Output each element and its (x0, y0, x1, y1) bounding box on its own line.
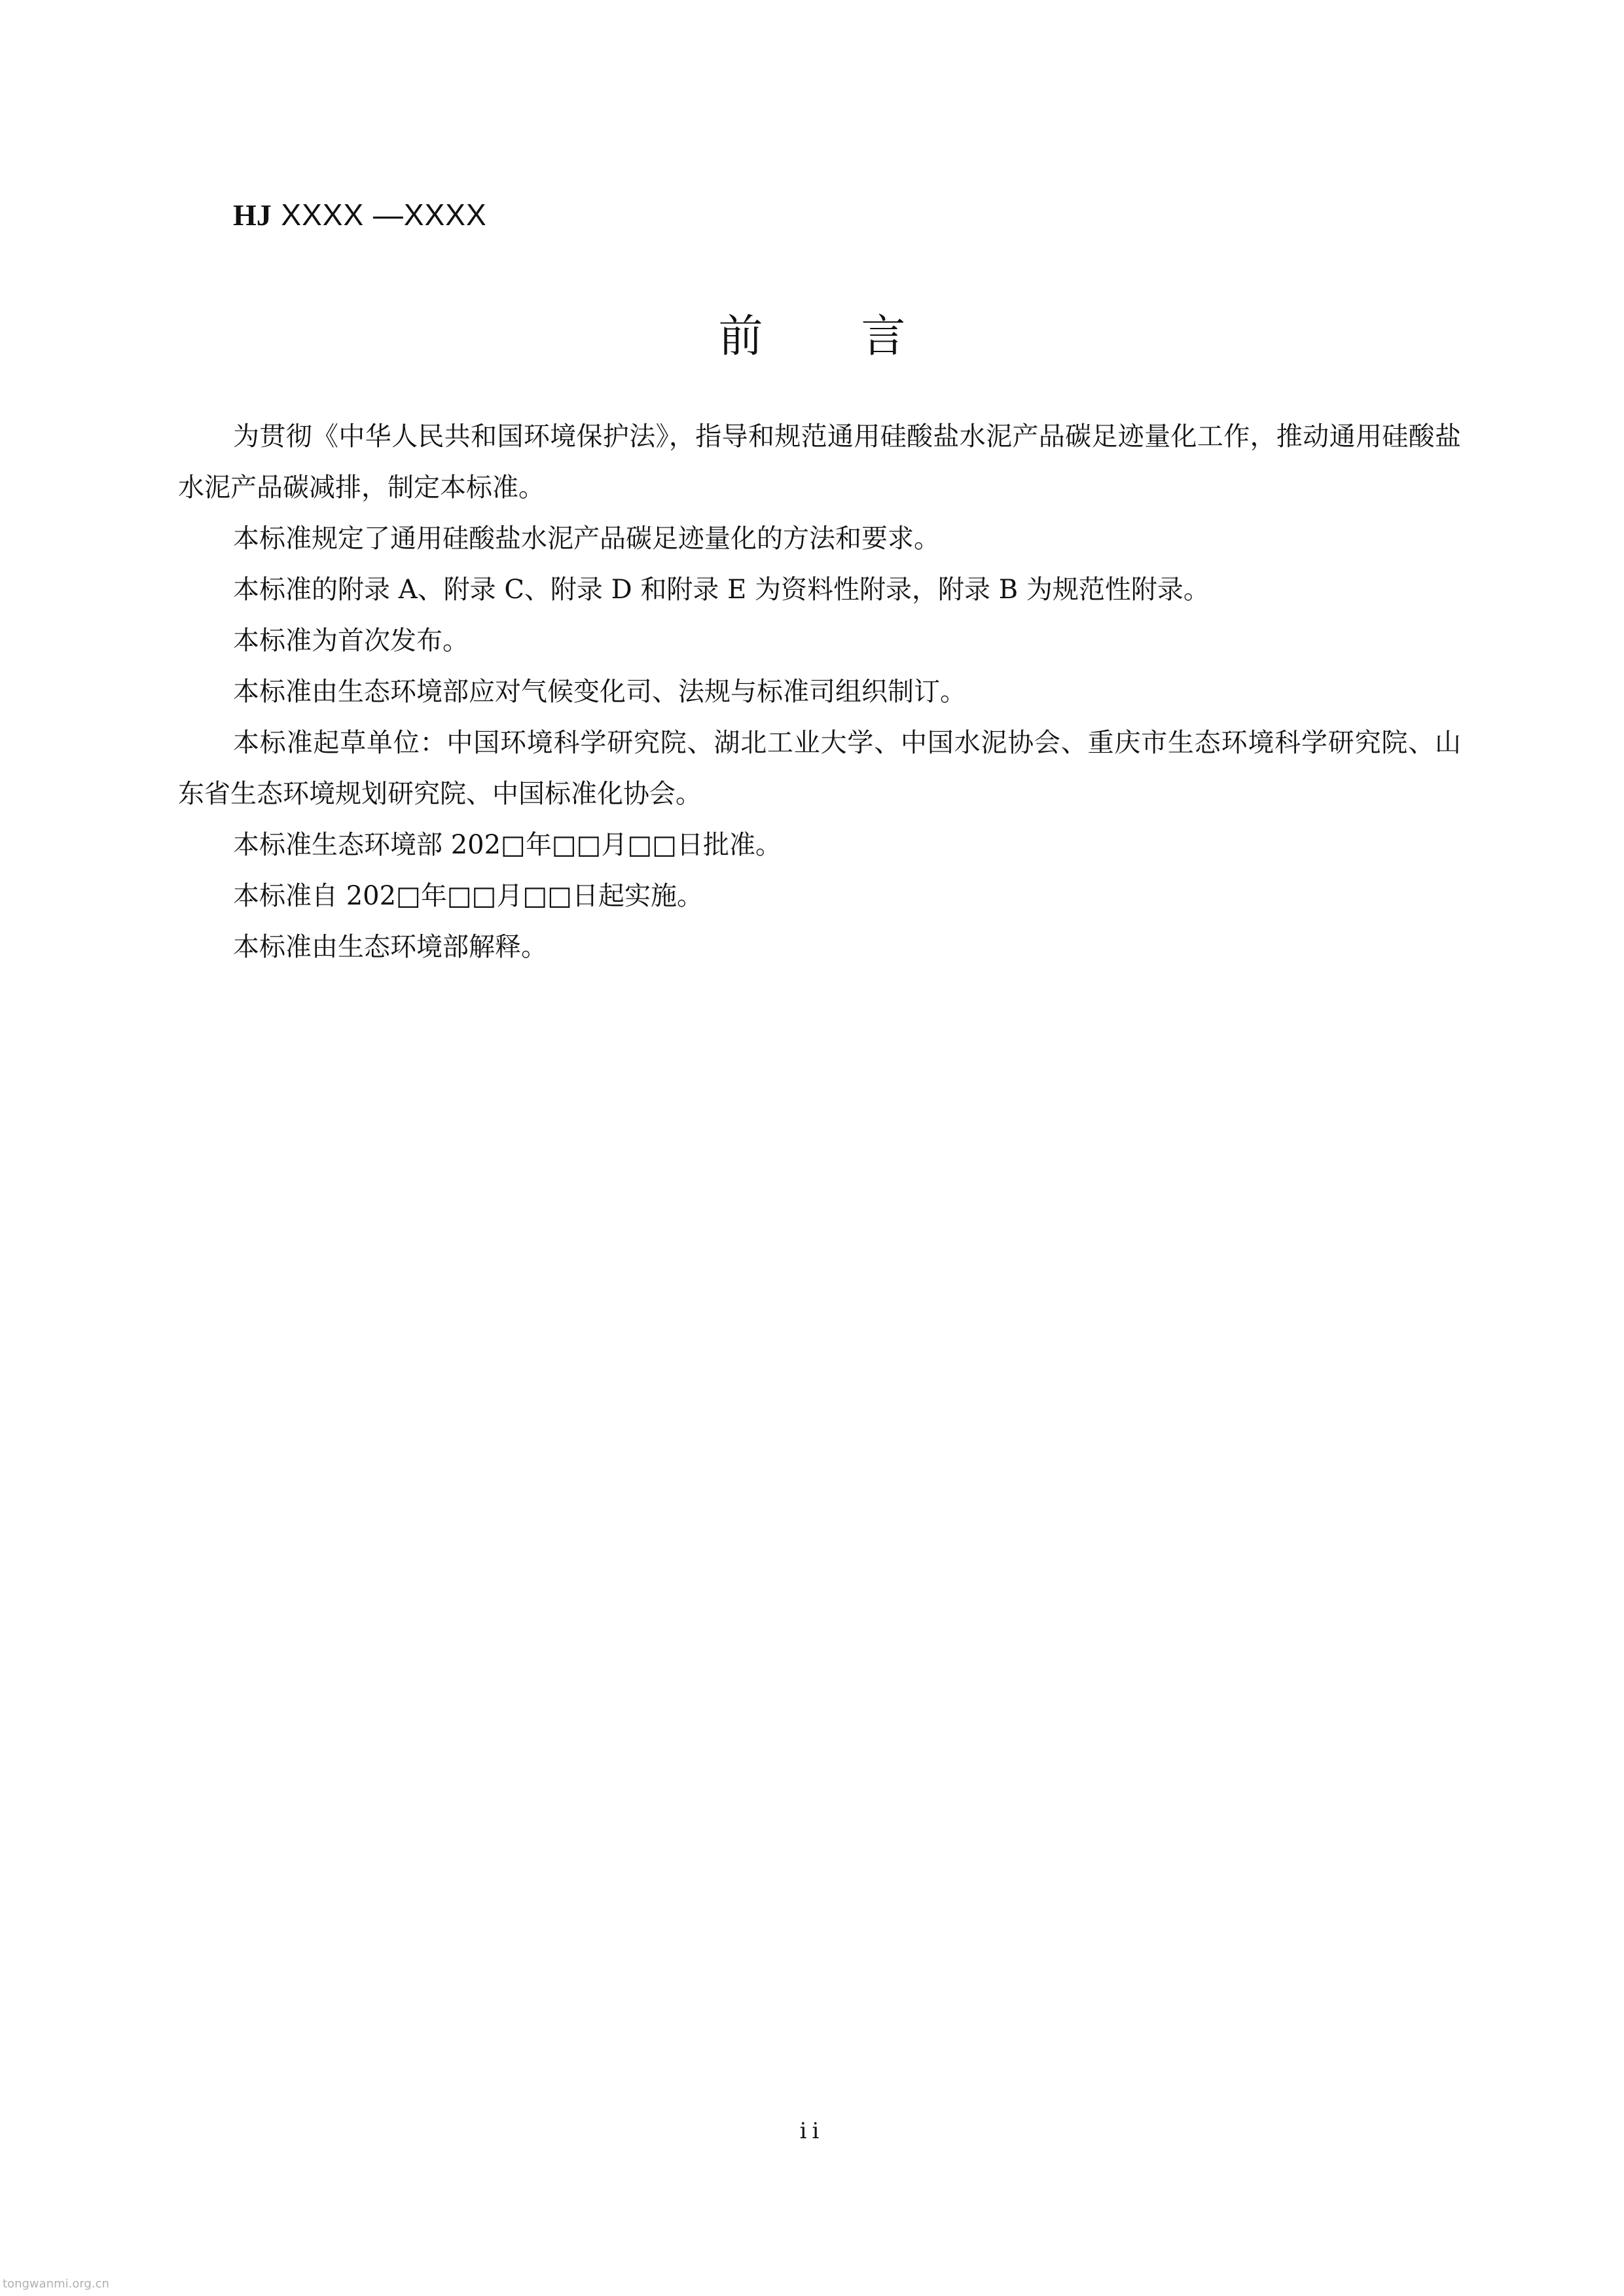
paragraph: 本标准生态环境部 202□年□□月□□日批准。 (233, 830, 782, 860)
paragraph: 本标准自 202□年□□月□□日起实施。 (233, 881, 704, 911)
standard-code-prefix: HJ (233, 198, 272, 232)
page-number: ii (799, 2118, 825, 2144)
document-body (178, 411, 1461, 973)
paragraph: 本标准由生态环境部解释。 (233, 932, 547, 962)
paragraph: 本标准由生态环境部应对气候变化司、法规与标准司组织制订。 (233, 677, 966, 707)
standard-code-header (233, 195, 487, 235)
paragraph: 本标准的附录 A、附录 C、附录 D 和附录 E 为资料性附录，附录 B 为规范性附录。 (233, 575, 1210, 605)
paragraph: 本标准规定了通用硅酸盐水泥产品碳足迹量化的方法和要求。 (233, 524, 940, 554)
standard-code-number: XXXX —XXXX (281, 198, 487, 232)
watermark: tongwanmi.org.cn (3, 2277, 109, 2291)
page-title: 前言 (718, 311, 1004, 363)
paragraph: 本标准为首次发布。 (233, 626, 469, 656)
paragraph: 本标准起草单位：中国环境科学研究院、湖北工业大学、中国水泥协会、重庆市生态环境科学研究院、山东省生态环境规划研究院、中国标准化协会。 (178, 728, 1461, 809)
paragraph: 为贯彻《中华人民共和国环境保护法》，指导和规范通用硅酸盐水泥产品碳足迹量化工作，推动通用硅酸盐水泥产品碳减排，制定本标准。 (178, 422, 1461, 503)
